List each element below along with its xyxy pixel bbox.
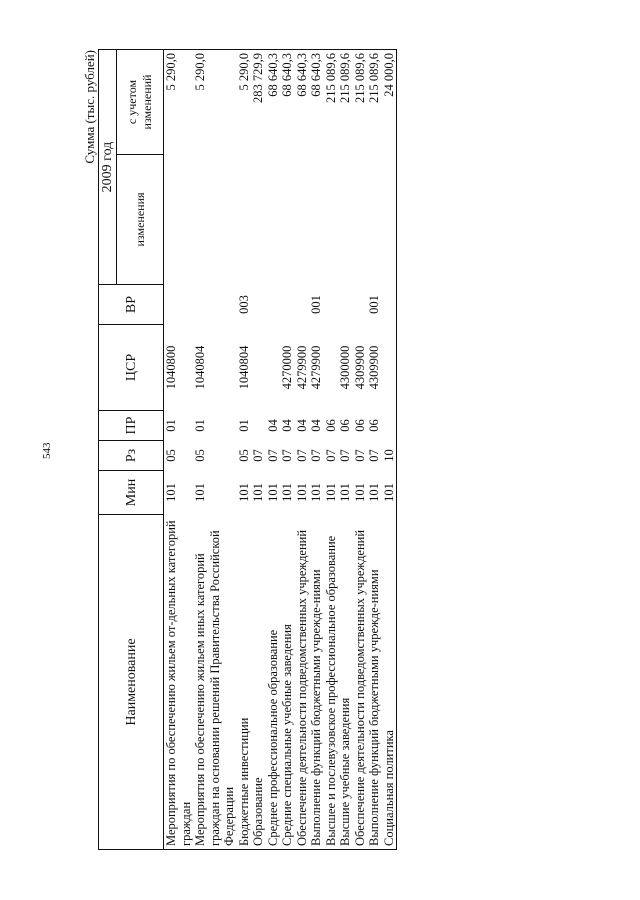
cell-min: 101 [265,483,280,502]
cell-rz: 07 [352,449,367,462]
cell-csr: 1040804 [193,345,207,390]
cell-min: 101 [236,483,251,502]
header-row [99,50,117,850]
cell-name: Мероприятия по обеспечению жильем иных категорий граждан на основании решений Правительства Российской Федерации [193,515,237,850]
cell-vr [338,285,353,325]
cell-rz: 07 [280,449,294,462]
cell-vr [193,285,237,325]
cell-csr: 4279900 [309,345,323,390]
cell-rz: 07 [338,449,352,462]
cell-csr [251,325,266,411]
cell-changes [193,155,237,285]
cell-vr [324,285,339,325]
cell-name: Выполнение функций бюджетными учрежде-ниями [367,515,382,850]
table-row [237,50,252,850]
cell-rz: 07 [367,449,381,462]
cell-csr: 1040804 [236,345,251,390]
cell-pr: 01 [236,419,251,432]
cell-min: 101 [251,483,265,502]
cell-total: 68 640,3 [295,50,310,155]
cell-min: 101 [309,483,323,502]
cell-pr: 06 [352,419,367,432]
cell-changes [280,155,295,285]
cell-csr: 4309900 [352,345,367,390]
table-row [251,50,266,850]
cell-pr [251,411,266,441]
cell-csr: 4279900 [294,345,309,390]
cell-changes [164,155,194,285]
table-row [295,50,310,850]
header-vr: ВР [99,285,164,325]
cell-vr [251,285,266,325]
units-caption: Сумма (тыс. рублей) [82,50,97,164]
cell-pr: 01 [193,419,207,432]
cell-pr: 01 [164,419,178,432]
rotated-document [80,50,560,850]
cell-changes [251,155,266,285]
header-csr: ЦСР [99,325,164,411]
cell-csr: 4309900 [367,345,381,390]
cell-total: 215 089,6 [324,50,339,155]
cell-name: Социальная политика [382,515,397,850]
header-rz: Рз [99,441,164,471]
cell-changes [382,155,397,285]
header-with-changes: с учетом изменений [117,50,164,155]
cell-pr: 04 [280,419,294,432]
header-name: Наименование [99,515,164,850]
header-changes: изменения [117,155,164,285]
cell-min: 101 [164,483,178,502]
cell-name: Обеспечение деятельности подведомственных учреждений [353,515,368,850]
table-row [266,50,281,850]
cell-vr: 001 [367,295,381,314]
cell-total: 215 089,6 [338,50,353,155]
cell-vr [295,285,310,325]
cell-min: 101 [193,483,207,502]
table-row [280,50,295,850]
cell-rz: 07 [265,449,280,462]
cell-vr [382,285,397,325]
cell-csr: 1040800 [164,345,178,390]
cell-total: 5 290,0 [193,50,237,155]
cell-total: 283 729,9 [251,50,266,155]
cell-name: Образование [251,515,266,850]
cell-name: Среднее профессиональное образование [266,515,281,850]
cell-changes [237,155,252,285]
table-row [367,50,382,850]
cell-csr [266,325,281,411]
cell-rz: 10 [382,441,397,471]
cell-min: 101 [338,483,352,502]
cell-pr: 06 [367,419,381,432]
cell-rz: 05 [164,449,178,462]
cell-rz: 05 [236,449,251,462]
cell-min: 101 [367,483,381,502]
cell-total: 68 640,3 [309,50,324,155]
cell-name: Бюджетные инвестиции [237,515,252,850]
cell-total: 215 089,6 [353,50,368,155]
header-min: Мин [99,471,164,515]
cell-pr: 06 [323,419,338,432]
cell-rz: 05 [193,449,207,462]
cell-rz: 07 [294,449,309,462]
cell-total: 24 000,0 [382,50,397,155]
cell-pr: 04 [294,419,309,432]
cell-name: Средние специальные учебные заведения [280,515,295,850]
cell-vr [353,285,368,325]
cell-rz: 07 [309,449,323,462]
cell-changes [295,155,310,285]
table-row [193,50,237,850]
cell-csr: 4300000 [338,345,352,390]
header-pr: ПР [99,411,164,441]
cell-changes [324,155,339,285]
page-number: 543 [41,442,53,459]
cell-pr [382,411,397,441]
cell-min: 101 [382,471,397,515]
cell-vr [266,285,281,325]
cell-total: 5 290,0 [237,50,252,155]
table-row [164,50,194,850]
cell-csr: 4270000 [280,345,294,390]
table-row [338,50,353,850]
cell-changes [367,155,382,285]
cell-changes [338,155,353,285]
table-row [353,50,368,850]
cell-name: Высшие учебные заведения [338,515,353,850]
table-row [309,50,324,850]
table-row [324,50,339,850]
cell-pr: 06 [338,419,352,432]
budget-table [98,49,397,850]
cell-pr: 04 [309,419,323,432]
cell-name: Выполнение функций бюджетными учрежде-ниями [309,515,324,850]
cell-total: 68 640,3 [266,50,281,155]
cell-changes [353,155,368,285]
cell-rz: 07 [251,449,265,462]
cell-min: 101 [323,483,338,502]
cell-rz: 07 [323,449,338,462]
cell-pr: 04 [265,419,280,432]
header-year: 2009 год [99,50,117,285]
cell-changes [309,155,324,285]
cell-csr [324,325,339,411]
cell-total: 5 290,0 [164,50,194,155]
cell-vr [164,285,194,325]
cell-min: 101 [280,483,294,502]
cell-total: 215 089,6 [367,50,382,155]
cell-min: 101 [352,483,367,502]
cell-csr [382,325,397,411]
cell-changes [266,155,281,285]
cell-name: Обеспечение деятельности подведомственных учреждений [295,515,310,850]
cell-name: Мероприятия по обеспечению жильем от-дельных категорий граждан [164,515,194,850]
cell-min: 101 [294,483,309,502]
cell-vr: 003 [236,295,251,314]
cell-vr [280,285,295,325]
cell-name: Высшее и послевузовское профессиональное образование [324,515,339,850]
cell-total: 68 640,3 [280,50,295,155]
cell-vr: 001 [309,295,323,314]
table-row [382,50,397,850]
